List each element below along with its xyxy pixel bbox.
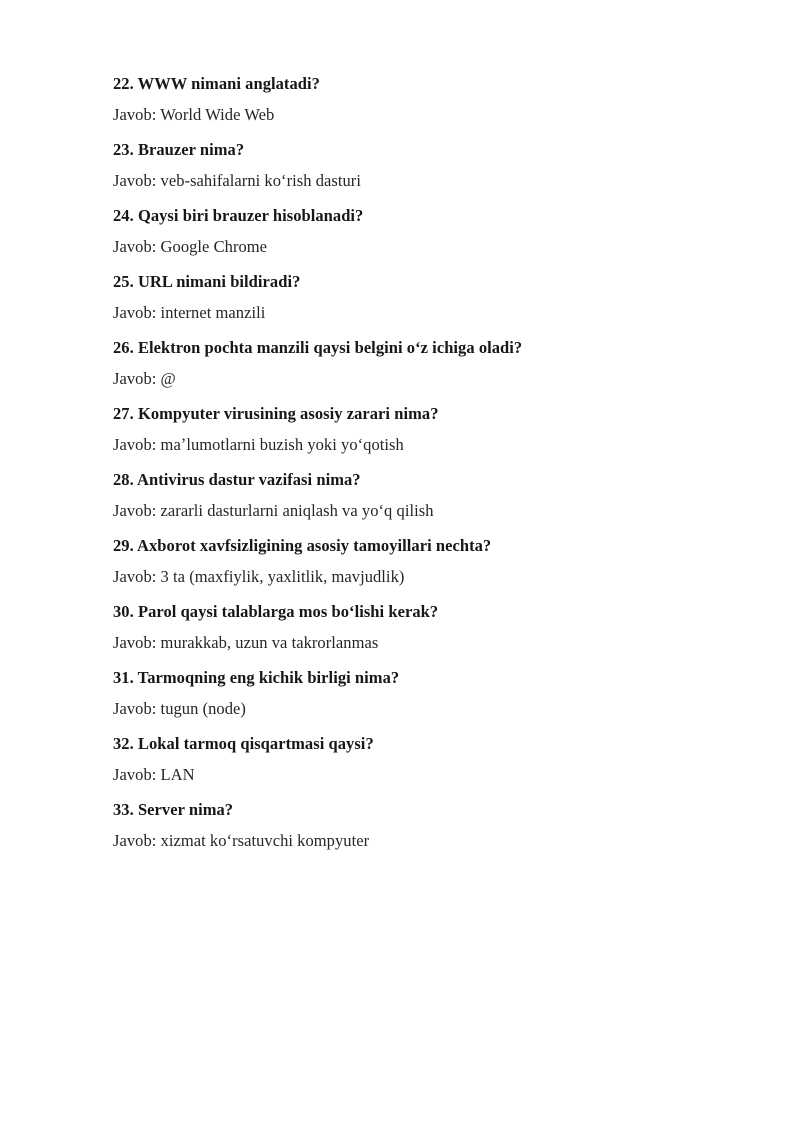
answer-text: Javob: 3 ta (maxfiylik, yaxlitlik, mavjudlik) bbox=[113, 566, 405, 586]
question-text: 22. WWW nimani anglatadi? bbox=[113, 74, 320, 93]
answer-text: Javob: veb-sahifalarni koʻrish dasturi bbox=[113, 170, 361, 190]
question-text: 23. Brauzer nima? bbox=[113, 140, 245, 159]
question-text: 30. Parol qaysi talablarga mos boʻlishi kerak? bbox=[113, 602, 439, 621]
qa-block bbox=[113, 802, 703, 849]
qa-block bbox=[113, 340, 703, 387]
answer-text: Javob: World Wide Web bbox=[113, 104, 275, 124]
question-text: 29. Axborot xavfsizligining asosiy tamoyillari nechta? bbox=[113, 536, 492, 555]
answer-text: Javob: Google Chrome bbox=[113, 236, 268, 256]
qa-block bbox=[113, 274, 703, 321]
answer-text: Javob: zararli dasturlarni aniqlash va yoʻq qilish bbox=[113, 500, 434, 520]
answer-text: Javob: maʼlumotlarni buzish yoki yoʻqotish bbox=[113, 434, 404, 454]
answer-text: Javob: murakkab, uzun va takrorlanmas bbox=[113, 632, 379, 652]
qa-block bbox=[113, 208, 703, 255]
question-text: 24. Qaysi biri brauzer hisoblanadi? bbox=[113, 206, 364, 225]
answer-text: Javob: internet manzili bbox=[113, 302, 266, 322]
question-text: 26. Elektron pochta manzili qaysi belgini oʻz ichiga oladi? bbox=[113, 338, 523, 357]
answer-text: Javob: LAN bbox=[113, 764, 195, 784]
answer-text: Javob: @ bbox=[113, 368, 176, 388]
qa-list bbox=[113, 76, 703, 849]
qa-block bbox=[113, 142, 703, 189]
question-text: 27. Kompyuter virusining asosiy zarari nima? bbox=[113, 404, 439, 423]
question-text: 28. Antivirus dastur vazifasi nima? bbox=[113, 470, 361, 489]
qa-block bbox=[113, 538, 703, 585]
qa-block bbox=[113, 406, 703, 453]
question-text: 32. Lokal tarmoq qisqartmasi qaysi? bbox=[113, 734, 374, 753]
question-text: 31. Tarmoqning eng kichik birligi nima? bbox=[113, 668, 400, 687]
qa-block bbox=[113, 604, 703, 651]
question-text: 25. URL nimani bildiradi? bbox=[113, 272, 301, 291]
qa-block bbox=[113, 736, 703, 783]
qa-block bbox=[113, 76, 703, 123]
answer-text: Javob: xizmat koʻrsatuvchi kompyuter bbox=[113, 830, 370, 850]
answer-text: Javob: tugun (node) bbox=[113, 698, 246, 718]
qa-block bbox=[113, 472, 703, 519]
qa-block bbox=[113, 670, 703, 717]
question-text: 33. Server nima? bbox=[113, 800, 234, 819]
